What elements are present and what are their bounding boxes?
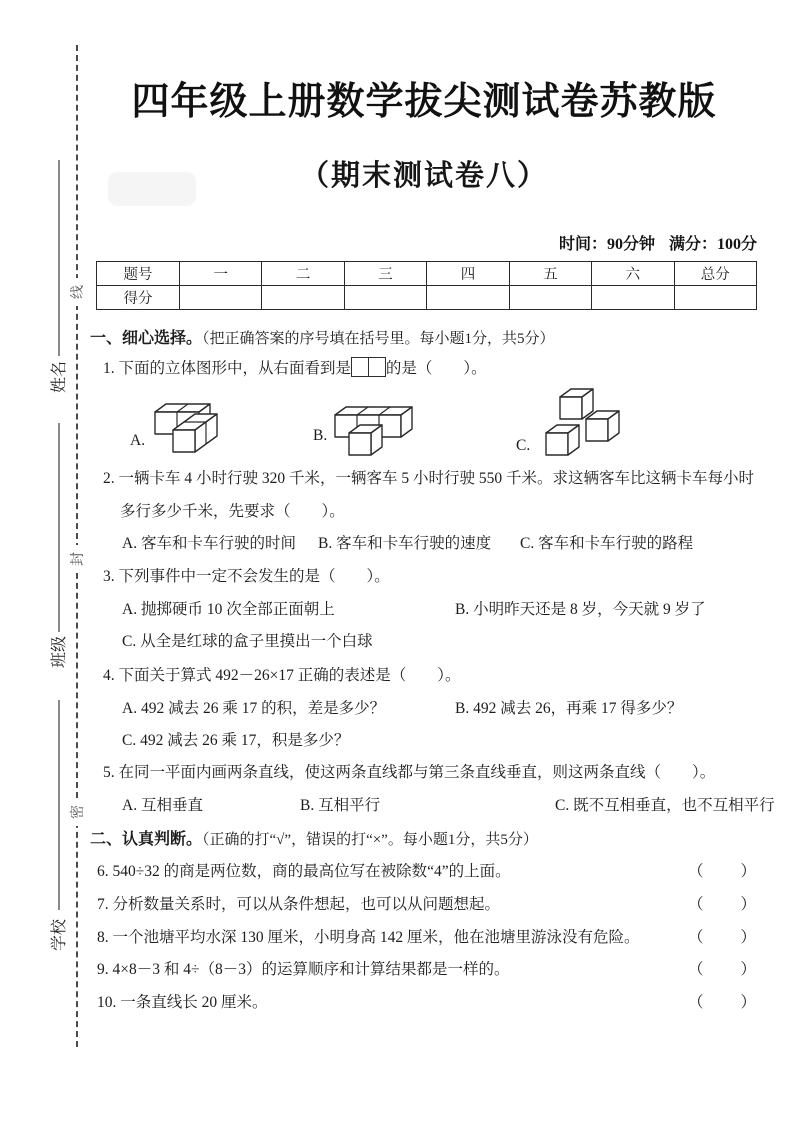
full-score-text: 满分：100分 (668, 236, 757, 253)
question-1 (103, 356, 487, 378)
score-cell (427, 286, 509, 310)
q3-option-c: C. 从全是红球的盒子里摸出一个白球 (122, 633, 373, 650)
score-header-cell: 一 (180, 262, 262, 286)
question-9 (97, 957, 758, 979)
q1-text-prefix: 1. 下面的立体图形中，从右面看到是 (103, 360, 352, 377)
name-label-text: 姓名 (50, 361, 68, 394)
q3-option-a: A. 抛掷硬币 10 次全部正面朝上 (122, 601, 335, 618)
score-cell (674, 286, 756, 310)
time-limit-text: 时间：90分钟 (558, 236, 655, 253)
score-table-header-row (97, 262, 757, 286)
section1-title: 一、细心选择。 (90, 330, 203, 347)
q2-option-c: C. 客车和卡车行驶的路程 (520, 535, 694, 552)
question-8 (97, 925, 758, 947)
school-label (34, 916, 80, 954)
question-5-line1: 5. 在同一平面内画两条直线，使这两条直线都与第三条直线垂直，则这两条直线（ ）。 (103, 764, 716, 781)
score-table-score-row (97, 286, 757, 310)
cube-figure-a (149, 392, 249, 464)
q7-answer-blank: （ ） (687, 896, 758, 913)
q5-option-c: C. 既不互相垂直，也不互相平行 (555, 797, 775, 814)
question-7 (97, 892, 758, 914)
class-label (34, 633, 80, 671)
q4-option-c: C. 492 减去 26 乘 17，积是多少？ (122, 732, 350, 749)
section2-note: （正确的打“√”，错误的打“×”。每小题1分，共5分） (202, 832, 538, 848)
class-label-text: 班级 (50, 636, 68, 669)
school-label-text: 学校 (50, 919, 68, 952)
q1-option-b-label: B. (313, 427, 328, 444)
seal-char-mi: 密 (63, 798, 91, 826)
q1-option-c-figure (516, 385, 634, 469)
score-cell (344, 286, 426, 310)
seal-char-line: 线 (63, 278, 91, 306)
q2-option-a: A. 客车和卡车行驶的时间 (122, 535, 296, 552)
score-header-cell: 五 (509, 262, 591, 286)
question-6 (97, 859, 758, 881)
score-row-label: 得分 (97, 286, 180, 310)
q10-text: 10. 一条直线长 20 厘米。 (97, 994, 268, 1011)
class-blank-line (58, 423, 60, 632)
two-squares-view-figure (351, 360, 386, 377)
score-cell (509, 286, 591, 310)
name-label (34, 358, 80, 396)
q4-option-b: B. 492 减去 26，再乘 17 得多少？ (455, 700, 683, 717)
section2-title: 二、认真判断。 (90, 831, 203, 848)
score-header-cell: 题号 (97, 262, 180, 286)
score-cell (180, 286, 262, 310)
page-subtitle: （期末测试卷八） (299, 160, 548, 192)
section2-heading (90, 826, 538, 849)
score-cell (262, 286, 344, 310)
cube-figure-c (534, 385, 634, 469)
q4-option-a: A. 492 减去 26 乘 17 的积，差是多少？ (122, 700, 386, 717)
time-score-line (90, 231, 757, 254)
section1-note: （把正确答案的序号填在括号里。每小题1分，共5分） (202, 331, 555, 347)
q9-text: 9. 4×8－3 和 4÷（8－3）的运算顺序和计算结果都是一样的。 (97, 961, 510, 978)
question-10 (97, 990, 758, 1012)
q8-text: 8. 一个池塘平均水深 130 厘米，小明身高 142 厘米，他在池塘里游泳没有危险。 (97, 929, 640, 946)
question-4-line1: 4. 下面关于算式 492－26×17 正确的表述是（ ）。 (103, 667, 461, 684)
q1-option-a-figure (130, 392, 249, 464)
score-header-cell: 六 (592, 262, 674, 286)
q3-option-b: B. 小明昨天还是 8 岁，今天就 9 岁了 (455, 601, 706, 618)
score-header-cell: 四 (427, 262, 509, 286)
q7-text: 7. 分析数量关系时，可以从条件想起，也可以从问题想起。 (97, 896, 501, 913)
score-table (96, 261, 757, 310)
q2-option-b: B. 客车和卡车行驶的速度 (318, 535, 492, 552)
q1-option-c-label: C. (516, 437, 531, 454)
seal-char-feng: 封 (63, 545, 91, 573)
school-blank-line (58, 700, 60, 910)
q5-option-a: A. 互相垂直 (122, 797, 203, 814)
question-2-line1: 2. 一辆卡车 4 小时行驶 320 千米，一辆客车 5 小时行驶 550 千米。求这辆客车比这辆卡车每小时 (103, 470, 755, 487)
q5-option-b: B. 互相平行 (300, 797, 381, 814)
q9-answer-blank: （ ） (687, 961, 758, 978)
cube-figure-b (331, 397, 443, 459)
q6-text: 6. 540÷32 的商是两位数，商的最高位写在被除数“4”的上面。 (97, 863, 511, 880)
score-header-cell: 二 (262, 262, 344, 286)
name-blank-line (58, 160, 60, 356)
page-title: 四年级上册数学拔尖测试卷苏教版 (131, 81, 717, 123)
section1-heading (90, 325, 555, 348)
score-cell (592, 286, 674, 310)
score-header-cell: 三 (344, 262, 426, 286)
q10-answer-blank: （ ） (687, 994, 758, 1011)
question-3-line1: 3. 下列事件中一定不会发生的是（ ）。 (103, 568, 390, 585)
score-header-cell: 总分 (674, 262, 756, 286)
q1-option-b-figure (313, 397, 443, 459)
q8-answer-blank: （ ） (687, 929, 758, 946)
q6-answer-blank: （ ） (687, 863, 758, 880)
question-2-line2: 多行多少千米，先要求（ ）。 (120, 503, 345, 520)
q1-text-suffix: 的是（ ）。 (385, 360, 487, 377)
q1-option-a-label: A. (130, 432, 146, 449)
